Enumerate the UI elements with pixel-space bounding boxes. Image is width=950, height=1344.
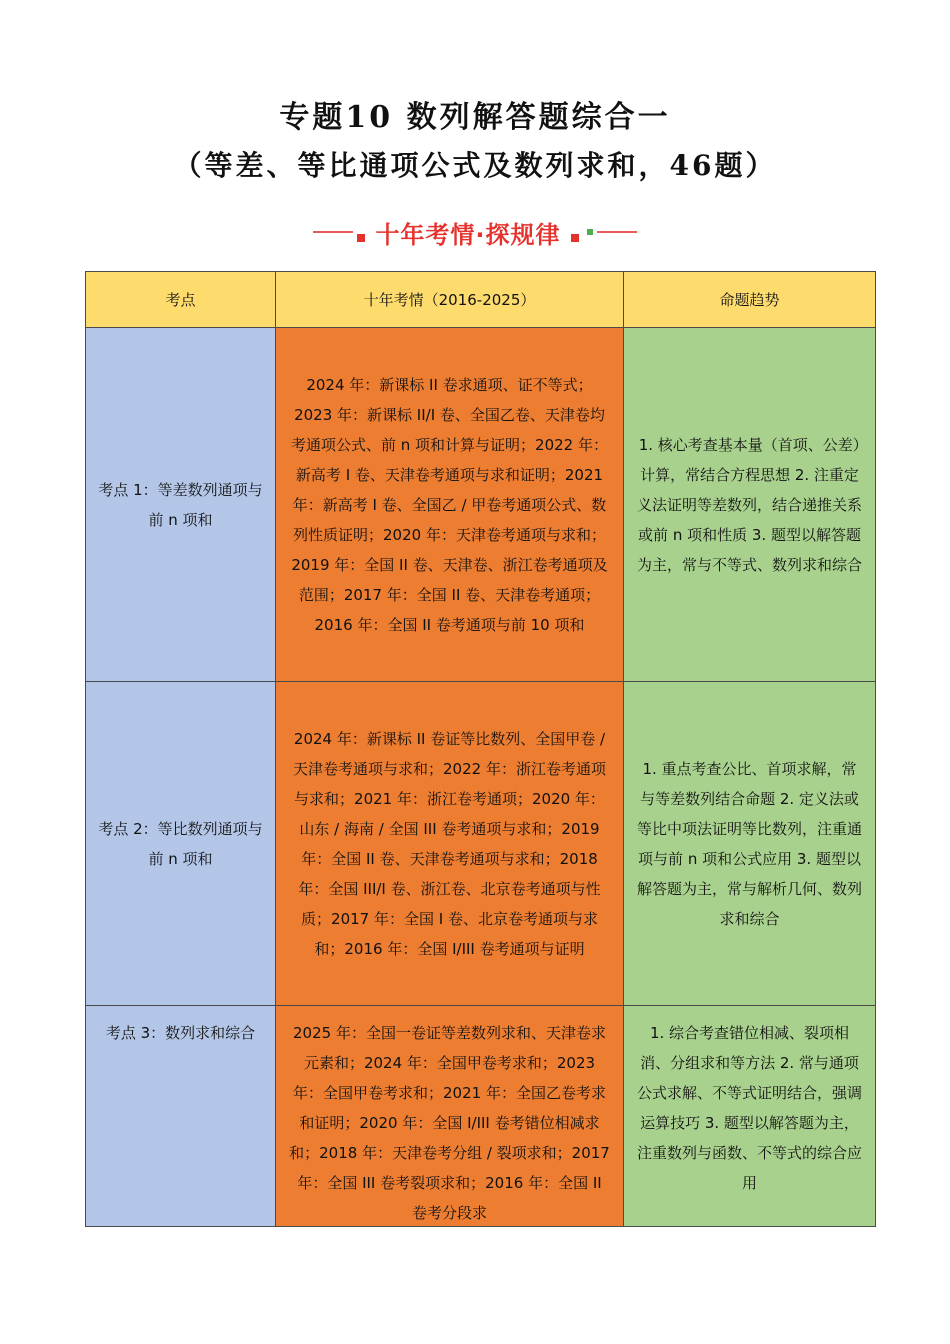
trend-text: 1. 核心考查基本量（首项、公差）计算，常结合方程思想 2. 注重定义法证明等差数列，结合递推关系或前 n 项和性质 3. 题型以解答题为主，常与不等式、数列求和综合: [636, 435, 862, 574]
title-block: [0, 96, 950, 188]
header-topic: 考点: [86, 272, 276, 328]
history-text: 2025 年：全国一卷证等差数列求和、天津卷求元素和；2024 年：全国甲卷考求和；2023 年：全国甲卷考求和；2021 年：全国乙卷考求和证明；2020 年：全国 I/III 卷考错位相减求和；2018 年：天津卷考分组 / 裂项求和；2017 年：全国 III 卷考裂项求和；2016 年：全国 II 卷考分段求: [289, 1024, 610, 1222]
table-row: [86, 682, 876, 1006]
banner-right-square-icon: [571, 234, 579, 242]
history-cell: [276, 682, 624, 1006]
page-subtitle: （等差、等比通项公式及数列求和，46题）: [173, 149, 777, 182]
trend-cell: [624, 682, 876, 1006]
banner-text: 十年考情·探规律: [375, 220, 561, 249]
topic-cell: [86, 1006, 276, 1227]
header-history: 十年考情（2016-2025）: [276, 272, 624, 328]
history-text: 2024 年：新课标 II 卷证等比数列、全国甲卷 / 天津卷考通项与求和；2022 年：浙江卷考通项与求和；2021 年：浙江卷考通项；2020 年：山东 / 海南 / 全国 III 卷考通项与求和；2019 年：全国 II 卷、天津卷考通项与求和；2018 年：全国 III/I 卷、浙江卷、北京卷考通项与性质；2017 年：全国 I 卷、北京卷考通项与求和；2016 年：全国 I/III 卷考通项与证明: [293, 729, 606, 958]
history-text: 2024 年：新课标 II 卷求通项、证不等式；2023 年：新课标 II/I 卷、全国乙卷、天津卷均考通项公式、前 n 项和计算与证明；2022 年：新高考 I 卷、天津卷考通项与求和证明；2021 年：新高考 I 卷、全国乙 / 甲卷考通项公式、数列性质证明；2020 年：天津卷考通项与求和；2019 年：全国 II 卷、天津卷、浙江卷考通项及范围；2017 年：全国 II 卷、天津卷考通项；2016 年：全国 II 卷考通项与前 10 项和: [291, 375, 608, 634]
banner-left-square-icon: [357, 234, 365, 242]
topic-cell: [86, 328, 276, 682]
table-row: [86, 328, 876, 682]
topic-cell: [86, 682, 276, 1006]
history-cell: [276, 328, 624, 682]
trend-text: 1. 综合考查错位相减、裂项相消、分组求和等方法 2. 常与通项公式求解、不等式证明结合，强调运算技巧 3. 题型以解答题为主，注重数列与函数、不等式的综合应用: [636, 1024, 862, 1192]
history-cell: [276, 1006, 624, 1227]
section-banner: [0, 212, 950, 252]
topic-text: 考点 2：等比数列通项与前 n 项和: [98, 819, 263, 868]
banner-right-line: [597, 231, 637, 233]
topic-text: 考点 3：数列求和综合: [105, 1024, 256, 1042]
table-row: [86, 1006, 876, 1227]
header-trend: 命题趋势: [624, 272, 876, 328]
table-header-row: [86, 272, 876, 328]
exam-analysis-table: [85, 271, 876, 1227]
page-title: 专题10 数列解答题综合一: [279, 100, 671, 135]
trend-cell: [624, 328, 876, 682]
banner-accent-square-icon: [587, 229, 593, 235]
banner-left-line: [313, 231, 353, 233]
topic-text: 考点 1：等差数列通项与前 n 项和: [98, 480, 263, 529]
trend-cell: [624, 1006, 876, 1227]
trend-text: 1. 重点考查公比、首项求解，常与等差数列结合命题 2. 定义法或等比中项法证明等比数列，注重通项与前 n 项和公式应用 3. 题型以解答题为主，常与解析几何、数列求和综合: [636, 759, 862, 928]
